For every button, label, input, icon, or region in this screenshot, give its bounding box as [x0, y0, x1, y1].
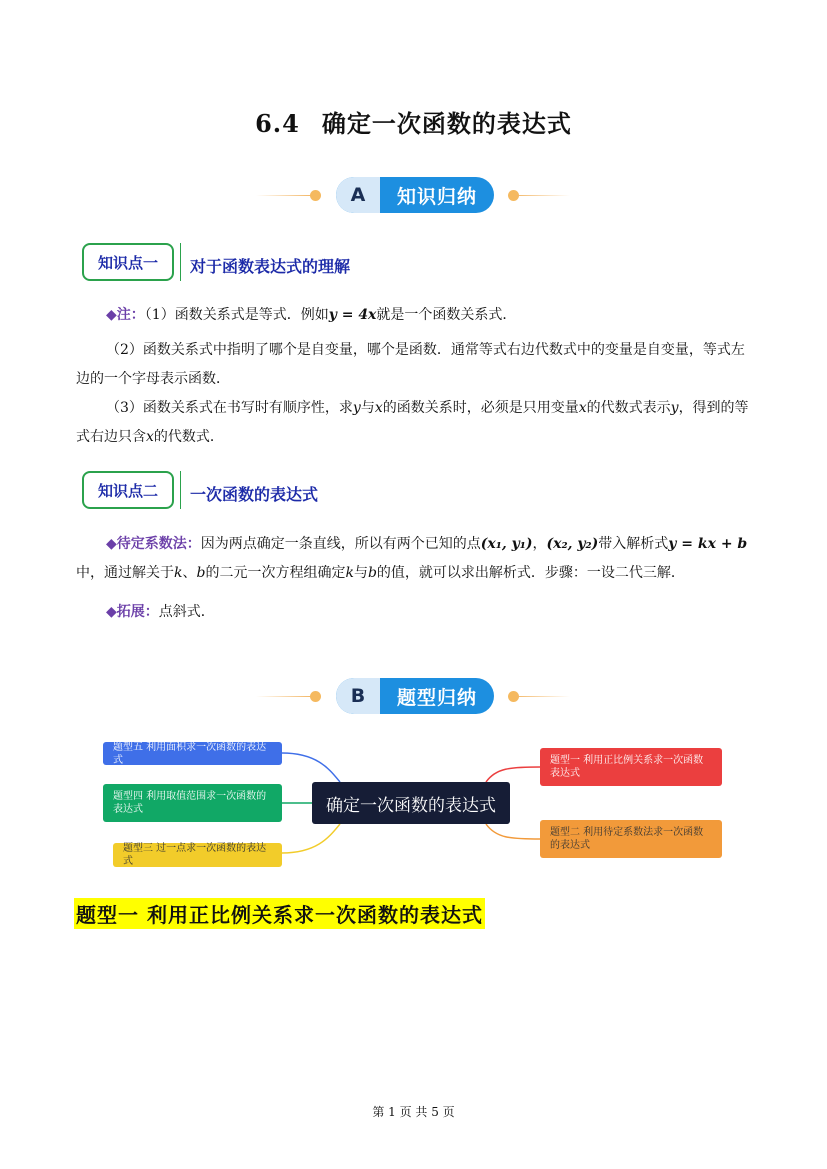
kp2-divider	[180, 471, 181, 509]
banner-pill	[336, 177, 494, 213]
banner-line-right	[515, 195, 570, 196]
page-title: 6.4 确定一次函数的表达式	[255, 109, 572, 138]
mindmap-node-4: 题型四 利用取值范围求一次函数的表达式	[103, 784, 282, 822]
banner-line-left	[256, 195, 311, 196]
kp1-divider	[180, 243, 181, 281]
section-letter: B	[336, 678, 380, 714]
connector-1	[486, 767, 540, 782]
question-type-heading: 题型一 利用正比例关系求一次函数的表达式	[74, 898, 485, 929]
banner-line-left	[256, 696, 311, 697]
mindmap-node-3: 题型三 过一点求一次函数的表达式	[113, 843, 282, 867]
section-b-banner	[240, 677, 590, 717]
banner-line-right	[515, 696, 570, 697]
page-footer: 第 1 页 共 5 页	[372, 1105, 455, 1119]
kp1-paragraph-3: （3）函数关系式在书写时有顺序性，求y与x的函数关系时，必须是只用变量x的代数式表示y，得到的等式右边只含x的代数式．	[76, 400, 749, 445]
kp2-title: 一次函数的表达式	[190, 485, 319, 504]
section-label: 题型归纳	[396, 686, 477, 709]
kp1-paragraph-2: （2）函数关系式中指明了哪个是自变量，哪个是函数．通常等式右边代数式中的变量是自变量，等式左边的一个字母表示函数．	[76, 342, 745, 387]
connector-3	[282, 824, 340, 853]
banner-dot-left	[310, 190, 321, 201]
connector-5	[282, 753, 340, 782]
mindmap-node-5: 题型五 利用面积求一次函数的表达式	[103, 742, 282, 765]
kp2-tag: 知识点二	[82, 471, 174, 509]
kp2-extend: ◆拓展：点斜式．	[106, 604, 215, 620]
mindmap-node-2: 题型二 利用待定系数法求一次函数的表达式	[540, 820, 722, 858]
kp1-title: 对于函数表达式的理解	[190, 257, 351, 276]
section-a-banner	[240, 176, 590, 216]
kp1-tag: 知识点一	[82, 243, 174, 281]
mindmap-node-1: 题型一 利用正比例关系求一次函数表达式	[540, 748, 722, 786]
section-label: 知识归纳	[396, 185, 477, 208]
connector-2	[486, 824, 540, 839]
kp1-note: ◆注：（1）函数关系式是等式．例如y = 4x就是一个函数关系式．	[106, 307, 517, 323]
section-letter: A	[336, 177, 380, 213]
mindmap-center: 确定一次函数的表达式	[312, 782, 510, 824]
banner-dot-left	[310, 691, 321, 702]
banner-pill	[336, 678, 494, 714]
kp2-method: ◆待定系数法：因为两点确定一条直线，所以有两个已知的点(x₁, y₁)，(x₂, y₂)带入解析式y = kx + b中，通过解关于k、b的二元一次方程组确定k与b的值，就可以求出解析式．步骤：一设二代三解．	[76, 536, 748, 581]
